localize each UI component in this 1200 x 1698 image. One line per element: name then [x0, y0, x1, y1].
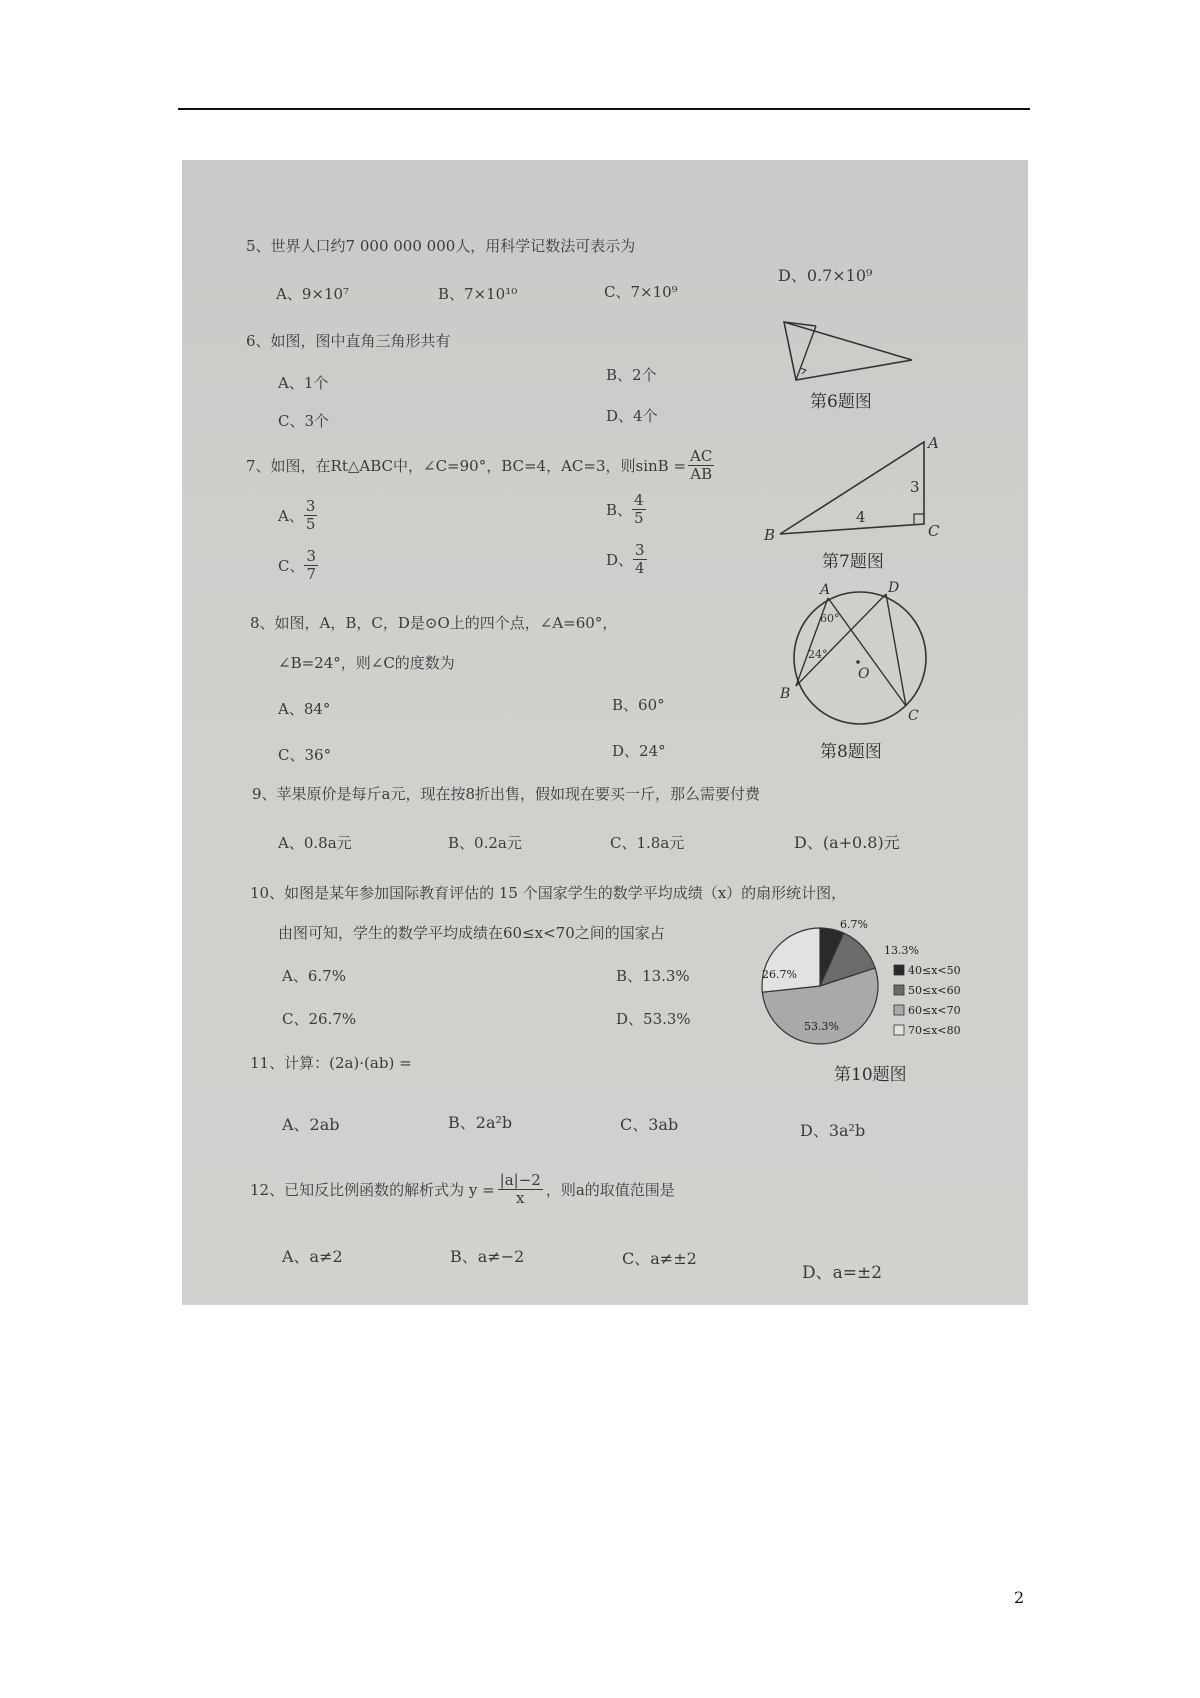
q6-option-d: D、4个 — [606, 407, 658, 425]
q8-figure — [776, 578, 946, 736]
pie-value-label-4: 26.7% — [762, 968, 797, 981]
legend-swatch-4 — [894, 1025, 904, 1035]
q6-altitude — [796, 326, 816, 380]
q7-fraction-num: AC — [690, 447, 713, 465]
q6-option-c: C、3个 — [278, 412, 330, 430]
q7-option-b-den: 5 — [634, 508, 644, 527]
q7-figure — [758, 432, 948, 544]
q7-option-c — [278, 548, 318, 582]
q9-stem: 9、苹果原价是每斤a元，现在按8折出售，假如现在要买一斤，那么需要付费 — [252, 785, 761, 803]
q6-big-triangle — [784, 322, 912, 380]
q7-label-b: B — [764, 526, 776, 544]
q11-option-b: B、2a²b — [448, 1113, 513, 1132]
q10-option-a: A、6.7% — [282, 967, 346, 985]
q8-stem-line2: ∠B=24°，则∠C的度数为 — [278, 654, 455, 672]
q7-option-a-label: A、 — [278, 506, 304, 525]
q12-fraction-num: |a|−2 — [499, 1171, 541, 1189]
q7-option-c-fraction — [304, 548, 318, 582]
header-rule — [178, 108, 1030, 110]
q5-stem: 5、世界人口约7 000 000 000人，用科学记数法可表示为 — [246, 237, 636, 255]
q8-stem: 8、如图，A，B，C，D是⊙O上的四个点，∠A=60°， — [250, 614, 618, 632]
q8-label-c: C — [908, 708, 919, 724]
q7-option-d-label: D、 — [606, 550, 634, 569]
q6-figure — [776, 318, 916, 384]
q7-option-a-num: 3 — [305, 497, 316, 515]
q10-option-b: B、13.3% — [616, 967, 690, 985]
q10-figure-caption: 第10题图 — [834, 1065, 907, 1085]
q7-figure-caption: 第7题图 — [822, 552, 884, 572]
q7-fraction — [688, 448, 714, 482]
q7-option-b-label: B、 — [606, 500, 633, 519]
q7-option-b-fraction — [632, 492, 646, 526]
q8-option-d: D、24° — [612, 742, 666, 760]
q6-option-a: A、1个 — [278, 374, 329, 392]
q7-right-angle-mark — [914, 514, 924, 524]
legend-label-1: 40≤x<50 — [908, 964, 961, 977]
q11-option-d: D、3a²b — [800, 1121, 866, 1140]
q8-option-c: C、36° — [278, 746, 332, 764]
q12-option-c: C、a≠±2 — [622, 1249, 697, 1268]
pie-slice-4 — [762, 928, 820, 992]
q7-option-c-num: 3 — [306, 547, 317, 565]
q12-option-a: A、a≠2 — [282, 1247, 343, 1266]
q10-stem-line2: 由图可知，学生的数学平均成绩在60≤x<70之间的国家占 — [278, 924, 665, 942]
q6-right-angle-mark — [800, 368, 806, 374]
q7-option-d-den: 4 — [635, 558, 645, 577]
pie-value-label-1: 6.7% — [840, 918, 868, 931]
q8-option-a: A、84° — [278, 700, 331, 718]
q12-stem-pre: 12、已知反比例函数的解析式为 y = — [250, 1180, 495, 1199]
q7-option-d — [606, 542, 647, 576]
q10-option-d: D、53.3% — [616, 1010, 691, 1028]
legend-swatch-3 — [894, 1005, 904, 1015]
q5-option-d: D、0.7×10⁹ — [778, 266, 873, 285]
q5-option-a: A、9×10⁷ — [276, 285, 350, 303]
q9-option-b: B、0.2a元 — [448, 834, 522, 852]
q7-option-d-fraction — [633, 542, 647, 576]
q7-fraction-den: AB — [690, 464, 713, 483]
q7-label-c: C — [928, 522, 940, 540]
q7-option-b — [606, 492, 646, 526]
q12-option-b: B、a≠−2 — [450, 1247, 525, 1266]
q8-chord-dc — [886, 594, 906, 706]
q7-option-c-den: 7 — [306, 564, 317, 583]
q8-angle-b: 24° — [808, 648, 828, 661]
q7-stem: 7、如图，在Rt△ABC中，∠C=90°，BC=4，AC=3，则sinB = — [246, 456, 687, 475]
legend-label-2: 50≤x<60 — [908, 984, 961, 997]
q8-center-dot — [856, 660, 860, 664]
q7-stem-line — [246, 448, 714, 482]
q12-stem-line — [250, 1172, 675, 1206]
q10-option-c: C、26.7% — [282, 1010, 357, 1028]
pie-value-label-3: 53.3% — [804, 1020, 839, 1033]
q12-fraction-den: x — [516, 1188, 525, 1207]
q6-figure-caption: 第6题图 — [810, 392, 872, 412]
q8-angle-a: 60° — [820, 612, 840, 625]
page-number: 2 — [1014, 1588, 1025, 1607]
q9-option-d: D、(a+0.8)元 — [794, 833, 900, 852]
q11-stem: 11、计算：(2a)·(ab) = — [250, 1054, 412, 1072]
pie-chart — [760, 912, 990, 1058]
q7-option-a — [278, 498, 317, 532]
q8-label-b: B — [780, 686, 791, 702]
q7-option-b-num: 4 — [634, 491, 644, 509]
q9-option-a: A、0.8a元 — [278, 834, 352, 852]
q7-label-a: A — [928, 434, 939, 452]
q6-stem: 6、如图，图中直角三角形共有 — [246, 332, 451, 350]
q10-stem: 10、如图是某年参加国际教育评估的 15 个国家学生的数学平均成绩（x）的扇形统计图， — [250, 884, 847, 902]
q5-option-c: C、7×10⁹ — [604, 283, 678, 301]
q8-option-b: B、60° — [612, 696, 665, 714]
q8-label-o: O — [858, 666, 870, 682]
pie-value-label-2: 13.3% — [884, 944, 919, 957]
q7-side-bc: 4 — [856, 508, 866, 526]
q7-option-a-fraction — [304, 498, 318, 532]
q8-label-a: A — [820, 582, 831, 598]
legend-label-4: 70≤x<80 — [908, 1024, 961, 1037]
q8-figure-caption: 第8题图 — [820, 742, 882, 762]
q7-triangle — [780, 442, 924, 534]
q12-option-d: D、a=±2 — [802, 1263, 883, 1283]
q9-option-c: C、1.8a元 — [610, 834, 685, 852]
q5-option-b: B、7×10¹⁰ — [438, 285, 518, 303]
q8-chord-bd — [796, 594, 886, 686]
q11-option-a: A、2ab — [282, 1115, 340, 1134]
q7-option-a-den: 5 — [305, 514, 316, 533]
q6-option-b: B、2个 — [606, 366, 657, 384]
q11-option-c: C、3ab — [620, 1115, 679, 1134]
q7-side-ac: 3 — [910, 478, 920, 496]
q7-option-d-num: 3 — [635, 541, 645, 559]
q12-fraction — [498, 1172, 543, 1206]
q8-label-d: D — [888, 580, 900, 596]
q12-stem-post: ，则a的取值范围是 — [545, 1180, 675, 1199]
legend-label-3: 60≤x<70 — [908, 1004, 961, 1017]
legend-swatch-1 — [894, 965, 904, 975]
q7-option-c-label: C、 — [278, 556, 305, 575]
legend-swatch-2 — [894, 985, 904, 995]
